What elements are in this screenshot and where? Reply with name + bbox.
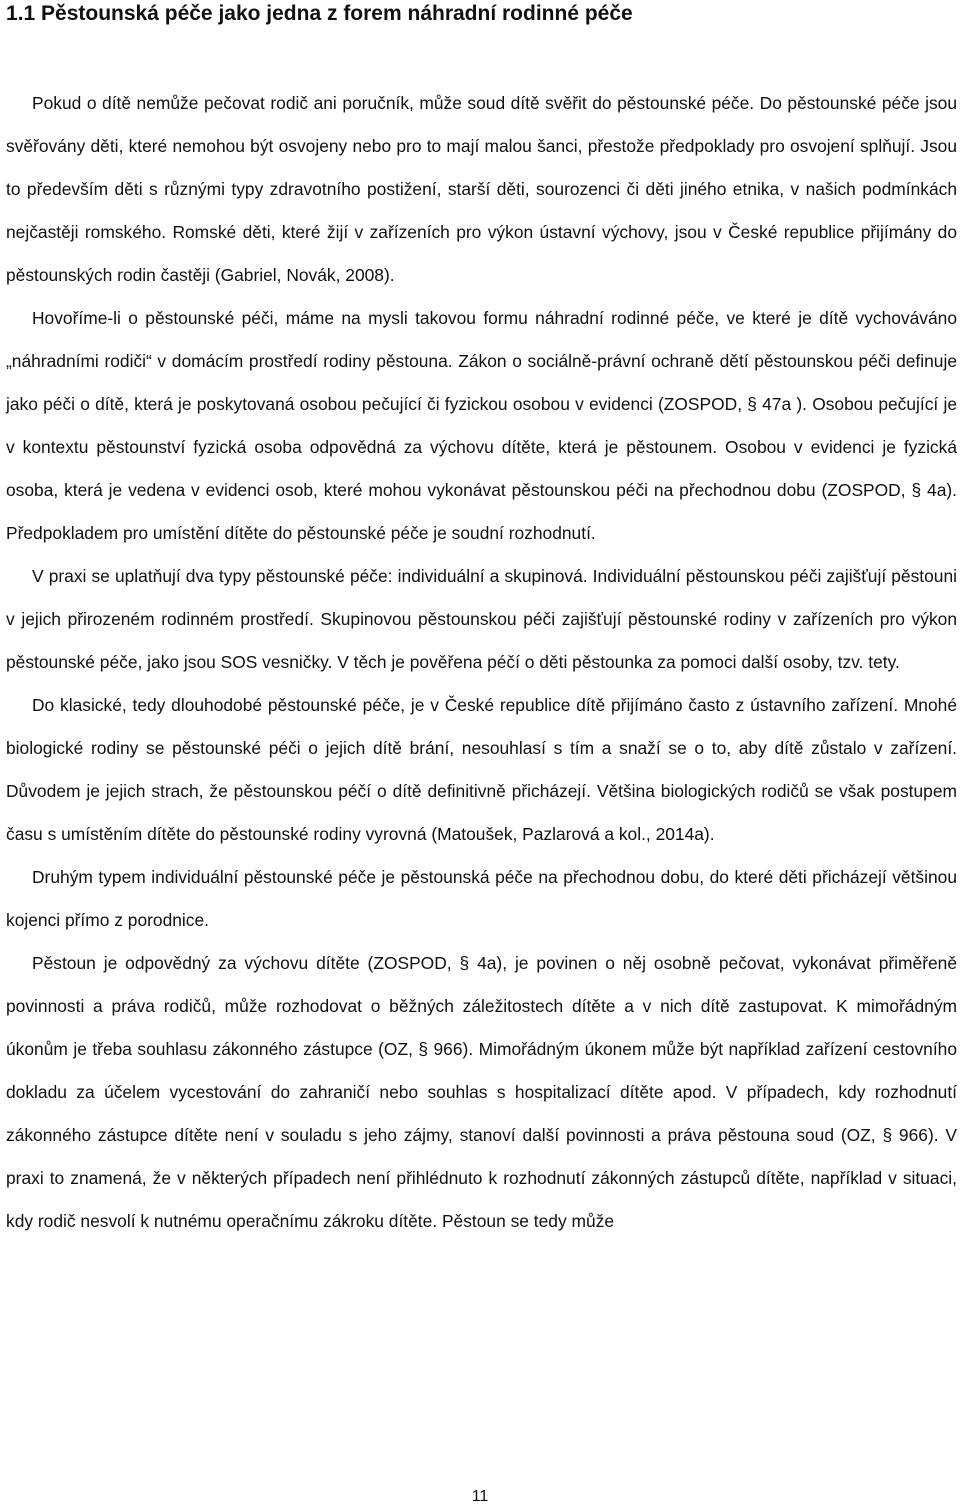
paragraph-foster-care-types: V praxi se uplatňují dva typy pěstounské péče: individuální a skupinová. Individuální pěstounskou péči zajišťují pěstouni v jejich přirozeném rodinném prostředí. Skupinovou pěstounskou péči zajišťují pěstounské rodiny v zařízeních pro výkon pěstounské péče, jako jsou SOS vesničky. V těch je pověřena péčí o děti pěstounka za pomoci další osoby, tzv. tety. <box>6 566 957 672</box>
paragraph-foster-parent-duties: Pěstoun je odpovědný za výchovu dítěte (ZOSPOD, § 4a), je povinen o něj osobně pečovat, vykonávat přiměřeně povinnosti a práva rodičů, může rozhodovat o běžných záležitostech dítěte a v nich dítě zastupovat. K mimořádným úkonům je třeba souhlasu zákonného zástupce (OZ, § 966). Mimořádným úkonem může být například zařízení cestovního dokladu za účelem vycestování do zahraničí nebo souhlas s hospitalizací dítěte apod. V případech, kdy rozhodnutí zákonného zástupce dítěte není v souladu s jeho zájmy, stanoví další povinnosti a práva pěstouna soud (OZ, § 966). V praxi to znamená, že v některých případech není přihlédnuto k rozhodnutí zákonných zástupců dítěte, například v situaci, kdy rodič nesvolí k nutnému operačnímu zákroku dítěte. Pěstoun se tedy může <box>6 953 957 1231</box>
paragraph-foster-care-definition: Hovoříme-li o pěstounské péči, máme na mysli takovou formu náhradní rodinné péče, ve které je dítě vychováváno „náhradními rodiči“ v domácím prostředí rodiny pěstouna. Zákon o sociálně-právní ochraně dětí pěstounskou péči definuje jako péči o dítě, která je poskytovaná osobou pečující či fyzickou osobou v evidenci (ZOSPOD, § 47a ). Osobou pečující je v kontextu pěstounství fyzická osoba odpovědná za výchovu dítěte, která je pěstounem. Osobou v evidenci je fyzická osoba, která je vedena v evidenci osob, které mohou vykonávat pěstounskou péči na přechodnou dobu (ZOSPOD, § 4a). Předpokladem pro umístění dítěte do pěstounské péče je soudní rozhodnutí. <box>6 308 957 543</box>
section-heading: 1.1 Pěstounská péče jako jedna z forem náhradní rodinné péče <box>6 2 633 25</box>
paragraph-foster-care-intro: Pokud o dítě nemůže pečovat rodič ani poručník, může soud dítě svěřit do pěstounské péče. Do pěstounské péče jsou svěřovány děti, které nemohou být osvojeny nebo pro to mají malou šanci, přestože předpoklady pro osvojení splňují. Jsou to především děti s různými typy zdravotního postižení, starší děti, sourozenci či děti jiného etnika, v našich podmínkách nejčastěji romského. Romské děti, které žijí v zařízeních pro výkon ústavní výchovy, jsou v České republice přijímány do pěstounských rodin častěji (Gabriel, Novák, 2008). <box>6 93 957 285</box>
paragraph-temporary-foster-care: Druhým typem individuální pěstounské péče je pěstounská péče na přechodnou dobu, do které děti přicházejí většinou kojenci přímo z porodnice. <box>6 867 957 930</box>
body-text <box>6 82 957 1243</box>
page-number: 11 <box>471 1488 489 1505</box>
paragraph-long-term-foster-care: Do klasické, tedy dlouhodobé pěstounské péče, je v České republice dítě přijímáno často z ústavního zařízení. Mnohé biologické rodiny se pěstounské péči o jejich dítě brání, nesouhlasí s tím a snaží se o to, aby dítě zůstalo v zařízení. Důvodem je jejich strach, že pěstounskou péčí o dítě definitivně přicházejí. Většina biologických rodičů se však postupem času s umístěním dítěte do pěstounské rodiny vyrovná (Matoušek, Pazlarová a kol., 2014a). <box>6 695 957 844</box>
